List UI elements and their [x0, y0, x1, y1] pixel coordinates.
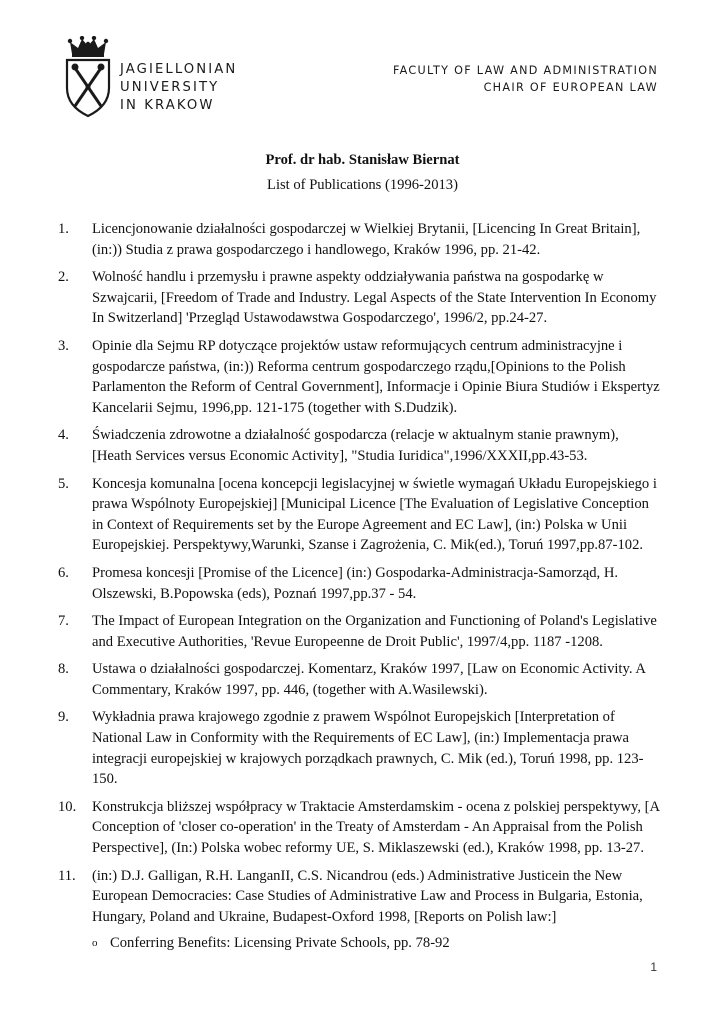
publication-item	[58, 219, 662, 260]
university-name-line-1: JAGIELLONIAN	[120, 62, 238, 77]
university-crest-logo	[64, 36, 112, 118]
publication-item	[58, 797, 662, 859]
publication-text: Wolność handlu i przemysłu i prawne aspekty oddziaływania państwa na gospodarkę w Szwajcarii, [Freedom of Trade and Industry. Legal Aspects of the State Intervention In Economy In Switzerland] 'Przegląd Ustawodawstwa Gospodarczego', 1996/2, pp.24-27.	[92, 269, 657, 327]
publication-list	[58, 219, 662, 961]
university-name	[120, 61, 237, 115]
publication-text: Konstrukcja bliższej współpracy w Traktacie Amsterdamskim - ocena z polskiej perspektywy, [A Conception of 'closer co-operation' in the Treaty of Amsterdam - An Appraisal from the Polish Perspective], (In:) Polska wobec reformy UE, S. Miklaszewski (ed.), Kraków 1998, pp. 13-27.	[92, 798, 660, 857]
publication-number: 10.	[58, 798, 77, 815]
document-subtitle: List of Publications (1996-2013)	[267, 177, 458, 193]
publication-item	[58, 474, 662, 556]
publication-number: 6.	[58, 564, 69, 581]
publication-number: 3.	[58, 337, 69, 354]
publication-text: Koncesja komunalna [ocena koncepcji legislacyjnej w świetle wymagań Układu Europejskiego i prawa Wspólnoty Europejskiej] [Municipal Licence [The Evaluation of Legislative Conception in Context of Requirements set by the Europe Agreement and EC Law], (in:) Polska w Unii Europejskiej. Perspektywy,Warunki, Szanse i Zagrożenia, C. Mik(ed.), Toruń 1997,pp.87-102.	[92, 475, 657, 554]
publication-text: Licencjonowanie działalności gospodarczej w Wielkiej Brytanii, [Licencing In Great Britain], (in:)) Studia z prawa gospodarczego i handlowego, Kraków 1996, pp. 21-42.	[92, 221, 641, 258]
publication-number: 11.	[58, 867, 76, 884]
publication-text: Opinie dla Sejmu RP dotyczące projektów ustaw reformujących centrum administracyjne i gospodarcze państwa, (in:)) Reforma centrum gospodarczego rządu,[Opinions to the Polish Parlamenton the Reform of Central Government], Informacje i Opinie Biura Studiów i Ekspertyz Kancelarii Sejmu, 1996,pp. 121-175 (together with S.Dudzik).	[92, 337, 660, 416]
publication-item	[58, 611, 662, 652]
faculty-name: FACULTY OF LAW AND ADMINISTRATION	[392, 64, 658, 77]
publication-item	[58, 866, 662, 954]
publication-item	[58, 707, 662, 789]
chair-name: CHAIR OF EUROPEAN LAW	[483, 81, 658, 94]
publication-number: 5.	[58, 475, 69, 492]
faculty-block	[393, 62, 658, 96]
publication-text: Ustawa o działalności gospodarczej. Komentarz, Kraków 1997, [Law on Economic Activity. A Commentary, Kraków 1997, pp. 446, (together with A.Wasilewski).	[92, 661, 646, 698]
publication-number: 7.	[58, 613, 69, 630]
publication-item	[58, 659, 662, 700]
publication-text: (in:) D.J. Galligan, R.H. LanganII, C.S. Nicandrou (eds.) Administrative Justicein the New European Democracies: Case Studies of Administrative Law and Process in Bulgaria, Estonia, Hungary, Poland and Ukraine, Budapest-Oxford 1998, [Reports on Polish law:]	[92, 867, 643, 925]
university-name-line-3: IN KRAKOW	[120, 98, 215, 113]
university-name-line-2: UNIVERSITY	[120, 80, 220, 95]
publication-text: Promesa koncesji [Promise of the Licence] (in:) Gospodarka-Administracja-Samorząd, H. Olszewski, B.Popowska (eds), Poznań 1997,pp.37 - 54.	[92, 564, 619, 602]
publication-item	[58, 267, 662, 329]
publication-item	[58, 425, 662, 466]
publication-number: 8.	[58, 661, 69, 678]
author-name: Prof. dr hab. Stanisław Biernat	[265, 152, 460, 168]
publication-number: 2.	[58, 269, 69, 286]
publication-number: 1.	[58, 221, 69, 237]
publication-text: Świadczenia zdrowotne a działalność gospodarcza (relacje w aktualnym stanie prawnym), [Heath Services versus Economic Activity], "Studia Iuridica",1996/XXXII,pp.43-53.	[92, 427, 619, 464]
publication-number: 9.	[58, 709, 69, 726]
publication-item	[58, 336, 662, 418]
publication-item	[58, 563, 662, 604]
publication-number: 4.	[58, 427, 69, 444]
publication-sub-item	[92, 933, 662, 954]
publication-sub-text: Conferring Benefits: Licensing Private Schools, pp. 78-92	[110, 935, 450, 952]
circle-bullet-icon: o	[92, 937, 98, 950]
publication-text: The Impact of European Integration on the Organization and Functioning of Poland's Legislative and Executive Authorities, 'Revue Europeenne de Droit Public', 1997/4,pp. 1187 -1208.	[92, 613, 657, 650]
publication-text: Wykładnia prawa krajowego zgodnie z prawem Wspólnot Europejskich [Interpretation of National Law in Conformity with the Requirements of EC Law], (in:) Implementacja prawa integracji europejskiej w krajowych porządkach prawnych, C. Mik (ed.), Toruń 1998, pp. 123-150.	[92, 709, 644, 788]
page-number: 1	[650, 960, 657, 974]
